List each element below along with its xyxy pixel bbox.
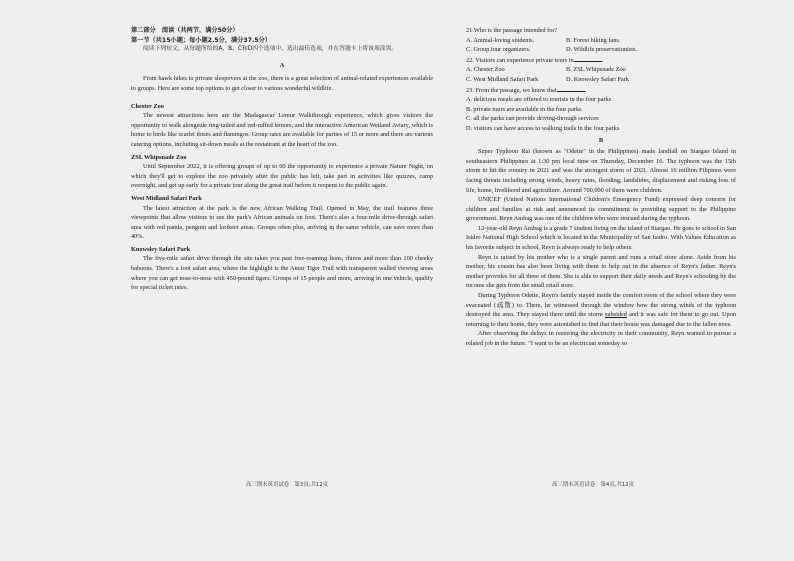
passage-a-intro: From hawk hikes to private sleepovers at the zoo, there is a great selection of animal-related experiences available to groups. Here are some top options to get closer to various wonderful wildlife. [131,75,433,92]
passage-b-para6: After observing the delays in restoring the electricity in their community, Reyn wanted to pursue a related job in the future. "I want to be an electrician someday so [466,330,736,347]
zsl-text: Until September 2022, it is offering groups of up to 60 the opportunity to experience a private Nature Night, on which they'll get to explore the zoo privately after the public has left, take part in activities like quizzes, camp overnight, and get up early for a private tour along the great trail before it reopens to the public again. [131,163,433,190]
q23-stem: 23. From the passage, we know that [466,86,557,94]
page-footer-left: 高三期末英语试卷 第3页,共12页 [246,482,329,488]
q22-options-row2 [466,75,736,85]
left-page [131,26,433,293]
page-footer-right: 高三期末英语试卷 第4页,共12页 [552,482,635,488]
q22-option-b: B. ZSL Whipsnade Zoo [566,66,626,74]
q21-options-row2 [466,45,736,55]
q23-option-d: D. visitors can have access to walking trails in the four parks [466,124,620,132]
para5-text-end: and it was safe for them to go out. Upon returning to their home, they were astonished to find that their house was damaged due to the fallen trees. [466,311,736,328]
section-title: 第二部分 阅读（共两节，满分50分） [131,27,239,34]
q22-option-c: C. West Midland Safari Park [466,75,539,83]
q23-option-a: A. delicious meals are offered to tourists in the four parks [466,96,612,104]
q21-option-a: A. Animal-loving students. [466,36,535,44]
question-22: 22. Visitors can experience private tours in . [466,56,604,64]
q22-stem: 22. Visitors can experience private tours in [466,56,574,64]
q22-options-row1 [466,65,736,75]
zsl-heading: ZSL Whipsnade Zoo [131,153,187,161]
q23-option-c: C. all the parks can provide driving-through services [466,115,599,123]
west-midland-text: The latest attraction at the park is the new African Walking Trail. Opened in May, the trail features three viewpoints that allow visitors to see the park's African animals on foot. There's also a four-mile drive-through safari area with red panda, penguin and lorikeet areas. Groups often plus, arriving in the same vehicle, can save more than 40%. [131,204,433,241]
answer-blank [557,85,585,92]
west-midland-heading: West Midland Safari Park [131,194,202,202]
q21-option-d: D. Wildlife preservationists. [566,46,637,54]
knowsley-heading: Knowsley Safari Park [131,245,191,253]
chester-zoo-heading: Chester Zoo [131,102,164,110]
passage-b-label: B [598,136,604,144]
q21-option-c: C. Group tour organizers. [466,46,531,54]
question-21: 21.Who is the passage intended for? [466,27,558,34]
passage-a-label: A [279,61,285,69]
knowsley-text: The five-mile safari drive through the site takes you past free-roaming lions, rhinos and more than 100 cheeky baboons. There's a foot safari area, where the highlight is the Amur Tiger Trail with transparent walled viewing areas where you can get nose-to-nose with 450-pound tigers. Groups of 15 people and more, arriving in one vehicle, qualify for special ticket rates. [131,255,433,292]
passage-b-para4: Reyn is raised by his mother who is a single parent and runs a retail store alone. Aside from his mother, his cousin has also been living with them to help out in the absence of Reyn's father. Reyn's mother provides for all three of them. She is able to support their daily needs and Reyn's schooling by the income she gets from the small retail store. [466,253,736,290]
passage-b-para5 [466,291,736,329]
subsection-title: 第一节（共15小题；每小题2.5分，满分37.5分） [131,36,272,44]
q21-option-b: B. Forest hiking fans. [566,36,621,44]
q21-options-row1 [466,36,736,46]
answer-blank [574,55,602,62]
q23-option-b: B. private tours are available in the four parks [466,105,582,113]
underlined-word: subsided [604,311,627,319]
chester-zoo-text: The newest attractions here are the Madagascar Lemur Walkthrough experience, which gives visitors the opportunity to walk alongside ring-tailed and red-ruffed lemurs, and the interactive American Wetland Aviary, which is home to birds like scarlet ibises and flamingos. Group rates are available for parties of 15 or more and there are various catering options, including sit-down meals at the restaurant at the heart of the zoo. [131,112,433,148]
passage-b-para3: 12-year-old Reyn Ambag is a grade 7 student living on the island of Siargao. He goes to school in San Isidro National High School which is located in the Municipality of San Isidro. With Values Education as his favorite subject in school, Reyn is always ready to help others. [466,224,736,252]
passage-b-para2: UNICEF (United Nations International Children's Emergency Fund) expressed deep concern for children and families at risk and announced its commitment to providing support to the Philippine government. Reyn Ambag was one of the children who were rescued during the typhoon. [466,196,736,223]
instruction-text: 阅读下列短文，从每题所给的A、B、C和D四个选项中，选出最佳选项，并在答题卡上将该项涂黑。 [143,46,398,53]
q22-option-d: D. Knowsley Safari Park [566,75,629,83]
para5-text-start: During Typhoon Odette, Reyn's family stayed inside the comfort room of the school where they were evacuated (疏散) to. There, he witnessed through the window how the strong winds of the typhoon destroyed the area. They stayed there until the storm [466,292,736,319]
right-page [466,26,736,349]
passage-b-para1: Super Typhoon Rai (known as "Odette" in the Philippines) made landfall on Siargao Island in southeastern Philippines at 1:30 pm local time on Thursday, December 16. The typhoon was the 15th storm to hit the country in 2021 and was the strongest storm of 2021. Almost 16 million Filipinos were facing threats including strong winds, heavy rains, flooding, landslides, displacement and risking loss of life, home, livelihood and agriculture. Around 700,000 of them were children. [466,148,736,194]
q22-option-a: A. Chester Zoo [466,66,505,74]
question-23: 23. From the passage, we know that . [466,86,587,94]
